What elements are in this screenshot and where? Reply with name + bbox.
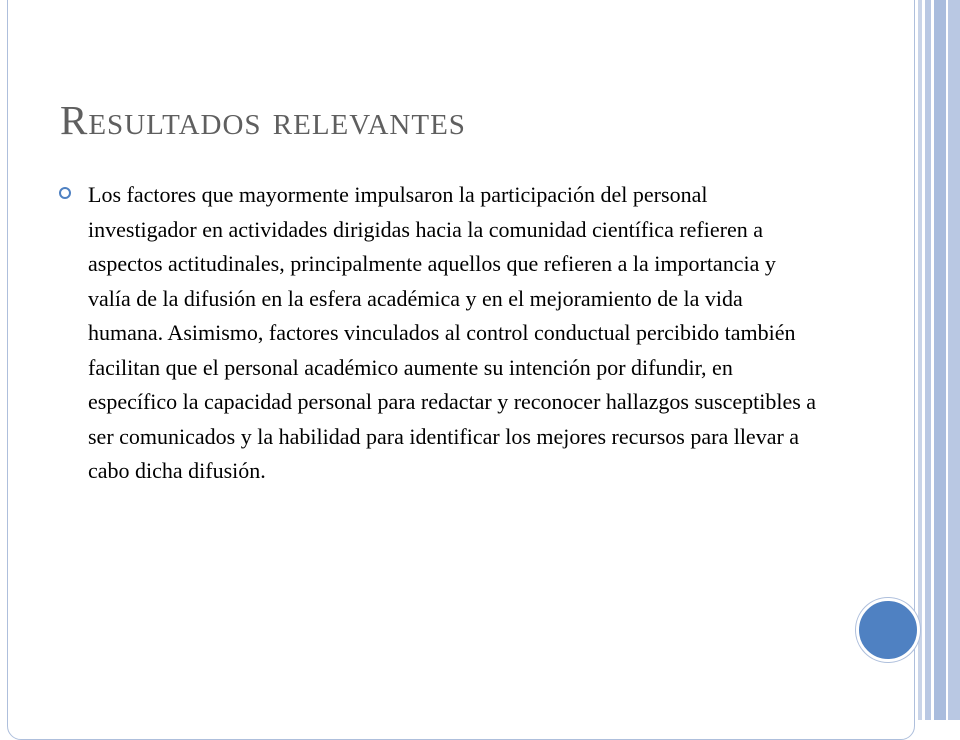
slide-title: Resultados relevantes xyxy=(60,97,466,143)
decorative-stripe xyxy=(925,0,931,720)
bullet-ring-icon xyxy=(58,186,72,200)
decorative-stripe xyxy=(948,0,960,720)
decorative-circle xyxy=(856,598,920,662)
decorative-stripe xyxy=(934,0,946,720)
bullet-text: Los factores que mayormente impulsaron la participación del personal investigador en actividades dirigidas hacia la comunidad científica refieren a aspectos actitudinales, principalmente aquellos que refieren a la importancia y valía de la difusión en la esfera académica y en el mejoramiento de la vida humana. Asimismo, factores vinculados al control conductual percibido también facilitan que el personal académico aumente su intención por difundir, en específico la capacidad personal para redactar y reconocer hallazgos susceptibles a ser comunicados y la habilidad para identificar los mejores recursos para llevar a cabo dicha difusión. xyxy=(88,182,817,483)
decorative-stripe xyxy=(918,0,922,720)
